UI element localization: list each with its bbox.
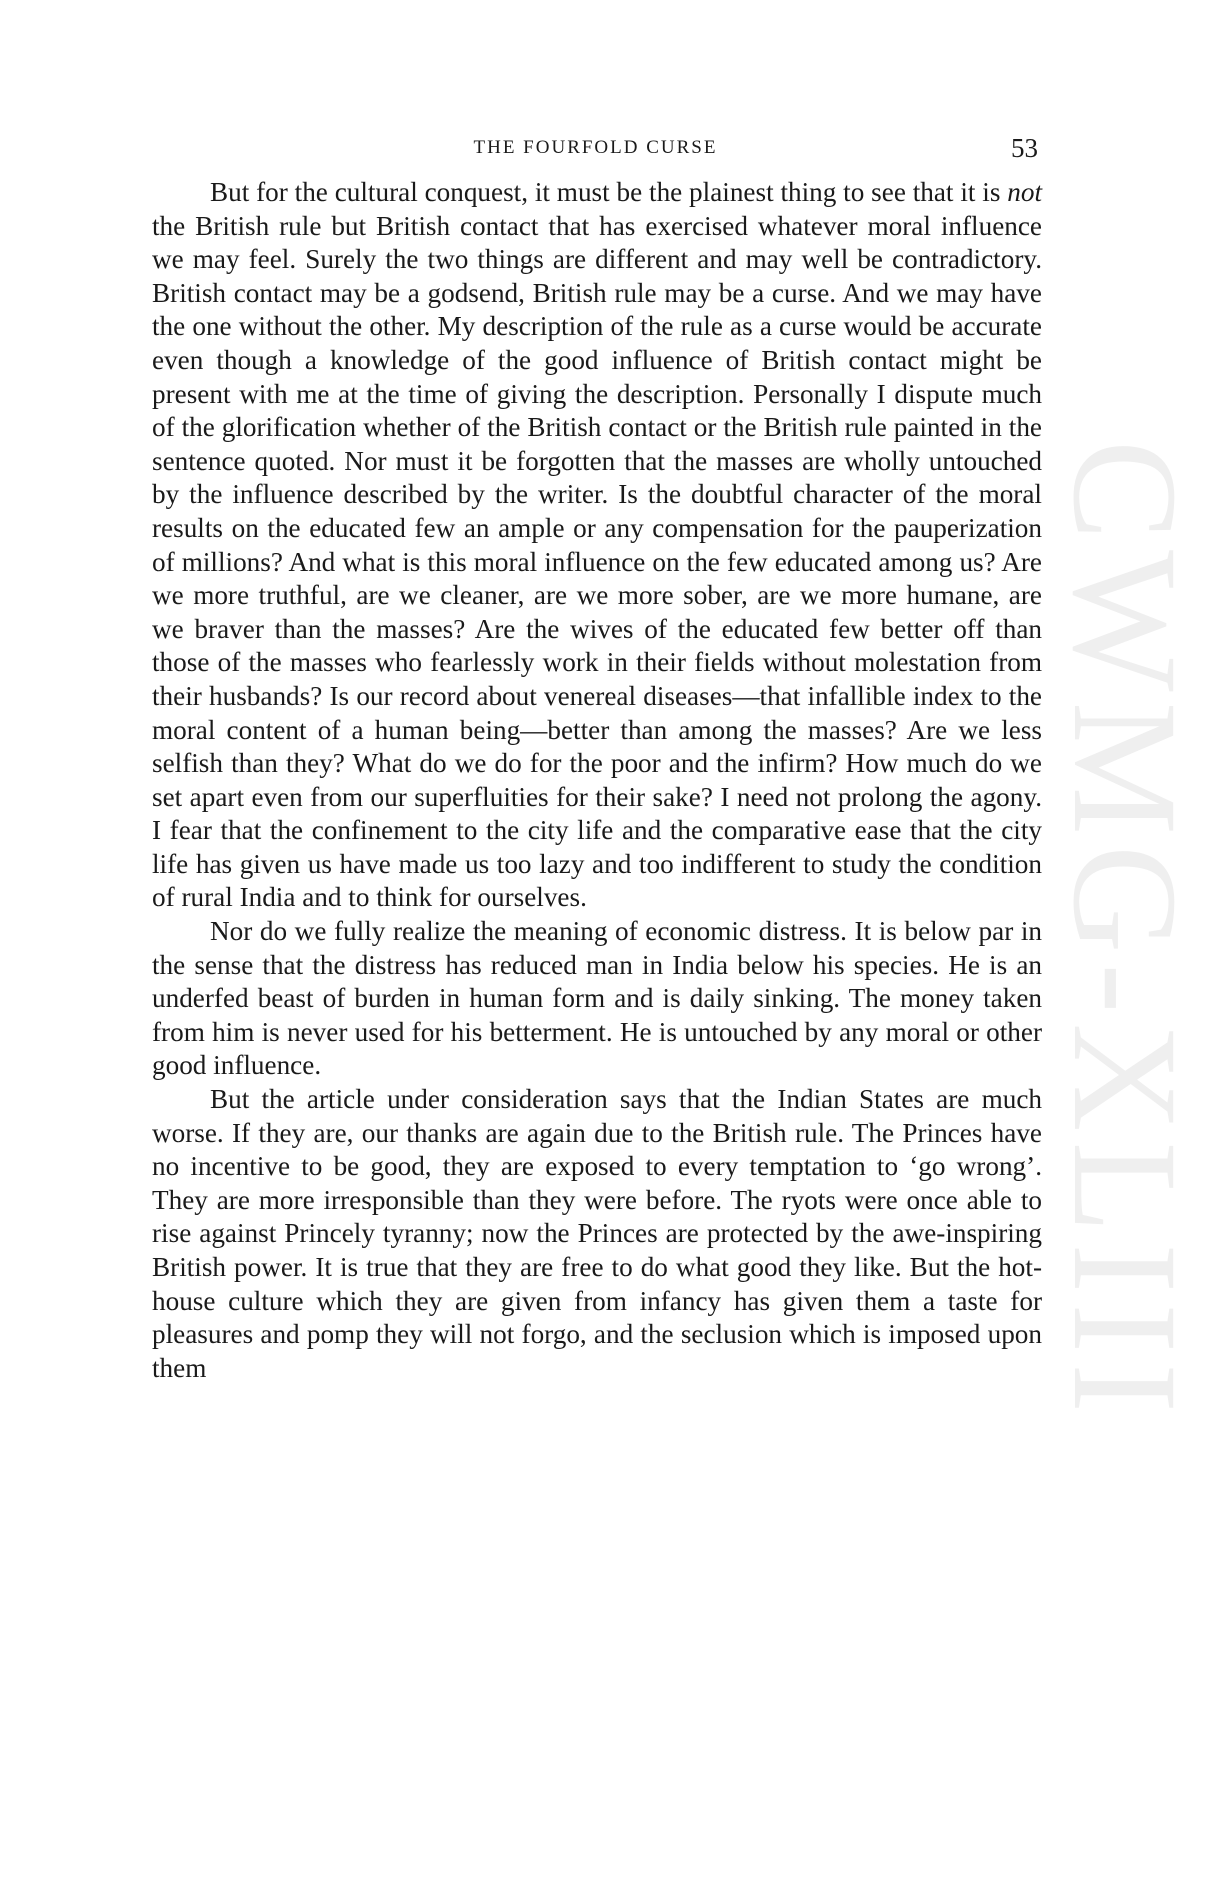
body-text bbox=[152, 176, 1042, 1385]
paragraph-1 bbox=[152, 176, 1042, 915]
watermark-text: CWMG-XLIII bbox=[1042, 440, 1208, 1424]
paragraph-1-text-a: But for the cultural conquest, it must be the plainest thing to see that it is bbox=[210, 177, 1008, 207]
watermark bbox=[1042, 440, 1208, 1440]
paragraph-2 bbox=[152, 915, 1042, 1083]
running-head bbox=[153, 133, 1038, 169]
paragraph-2-text: Nor do we fully realize the meaning of economic distress. It is below par in the sense that the distress has reduced man in India below his species. He is an underfed beast of burden in human form and is daily sinking. The money taken from him is never used for his betterment. He is untouched by any moral or other good influence. bbox=[152, 916, 1042, 1081]
running-title: THE FOURFOLD CURSE bbox=[473, 137, 718, 158]
paragraph-1-text-b: the British rule but British contact that has exercised whatever moral influence we may feel. Surely the two things are different and may well be contradictory. British contact may be a godsend, British rule may be a curse. And we may have the one without the other. My description of the rule as a curse would be accurate even though a knowledge of the good influence of British contact might be present with me at the time of giving the description. Personally I dispute much of the glorification whether of the British contact or the British rule painted in the sentence quoted. Nor must it be forgotten that the masses are wholly untouched by the influence described by the writer. Is the doubtful character of the moral results on the educated few an ample or any compensation for the pauperization of millions? And what is this moral influence on the few educated among us? Are we more truthful, are we cleaner, are we more sober, are we more humane, are we braver than the masses? Are the wives of the educated few better off than those of the masses who fearlessly work in their fields without molestation from their husbands? Is our record about venereal diseases—that infallible index to the moral content of a human being—better than among the masses? Are we less selfish than they? What do we do for the poor and the infirm? How much do we set apart even from our superfluities for their sake? I need not prolong the agony. I fear that the confinement to the city life and the comparative ease that the city life has given us have made us too lazy and too indifferent to study the condition of rural India and to think for ourselves. bbox=[152, 210, 1042, 913]
paragraph-3 bbox=[152, 1083, 1042, 1385]
paragraph-1-emphasis: not bbox=[1007, 177, 1042, 207]
page-number: 53 bbox=[1011, 133, 1038, 163]
paragraph-3-text: But the article under consideration says that the Indian States are much worse. If they are, our thanks are again due to the British rule. The Princes have no incentive to be good, they are exposed to every temptation to ‘go wrong’. They are more irresponsible than they were before. The ryots were once able to rise against Princely tyranny; now the Princes are protected by the awe-inspiring British power. It is true that they are free to do what good they like. But the hot-house culture which they are given from infancy has given them a taste for pleasures and pomp they will not forgo, and the seclusion which is imposed upon them bbox=[152, 1084, 1042, 1383]
